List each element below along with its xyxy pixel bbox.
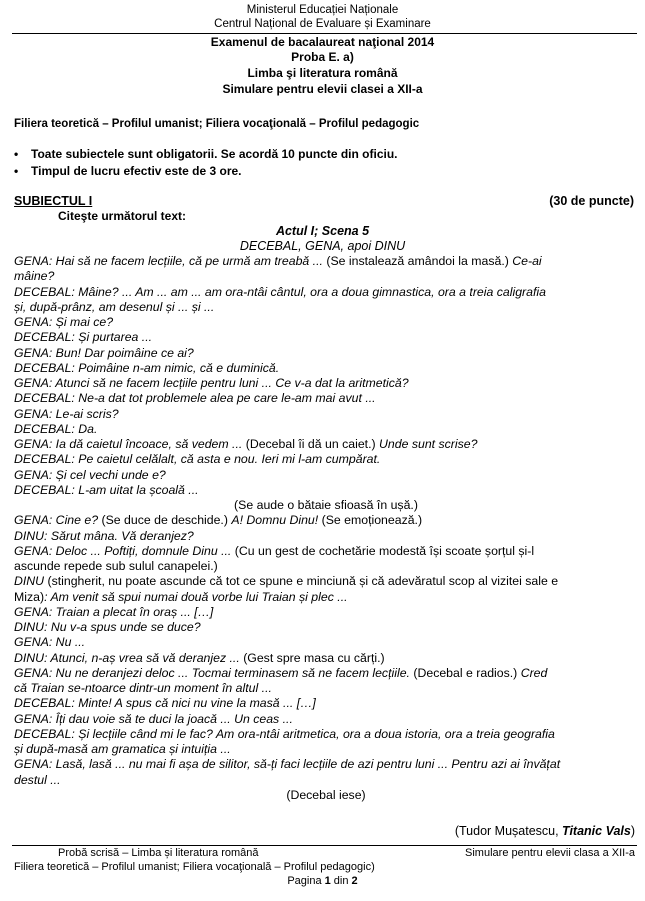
exam-simulation: Simulare pentru elevii clasei a XII-a xyxy=(222,82,423,96)
dialog-line xyxy=(14,559,638,574)
dialog-line xyxy=(14,437,638,452)
bullet-icon: • xyxy=(14,147,19,161)
dialog-speech: GENA: Le-ai scris? xyxy=(14,406,119,421)
dialog-speech: DECEBAL: Mâine? ... Am ... am ... am ora-ntâi cântul, ora a doua gimnastica, ora a treia caligrafia xyxy=(14,284,546,299)
dialog-speech: GENA: Cine e? xyxy=(14,513,102,528)
subject-heading xyxy=(14,194,634,208)
dialog-speech: destul ... xyxy=(14,772,61,787)
dialog-speech: GENA: Bun! Dar poimâine ce ai? xyxy=(14,345,194,360)
dialog-speech: că Traian se-ntoarce dintr-un moment în altul ... xyxy=(14,681,272,695)
dialog-line xyxy=(14,712,638,727)
dialog-speech: GENA: Și cel vechi unde e? xyxy=(14,467,166,482)
work-title: Titanic Vals xyxy=(562,824,631,838)
subject-points: (30 de puncte) xyxy=(549,194,634,208)
dialog-speech: DINU: Nu v-a spus unde se duce? xyxy=(14,620,201,634)
dialog-speech: : Am venit să spui numai două vorbe lui Traian și plec ... xyxy=(44,589,348,604)
dialog-line xyxy=(14,590,638,605)
footer-proba: Probă scrisă – Limba și literatura română xyxy=(58,847,259,859)
dialog-speech: GENA: Lasă, lasă ... nu mai fi așa de silitor, să-ți faci lecțiile de azi pentru luni ... Pentru azi ai învățat xyxy=(14,757,561,772)
subject-name: SUBIECTUL I xyxy=(14,194,93,208)
dialog-line xyxy=(14,422,638,437)
stage-direction: (Decebal e radios.) xyxy=(413,665,521,680)
dialog-line xyxy=(14,285,638,300)
dialog-line xyxy=(14,605,638,620)
dialog-line xyxy=(14,468,638,483)
dialog-line xyxy=(14,376,638,391)
footer-filiera: Filiera teoretică – Profilul umanist; Filiera vocaţională – Profilul pedagogic) xyxy=(14,861,375,873)
scene-characters: DECEBAL, GENA, apoi DINU xyxy=(239,239,406,253)
dialog-speech: DECEBAL: Și lecțiile când mi le fac? Am ora-ntâi aritmetica, ora a doua istoria, ora a treia geografia xyxy=(14,726,555,741)
stage-direction: (Cu un gest de cochetărie modestă își scoate șorțul și-l xyxy=(234,543,535,558)
dialog-speech: mâine? xyxy=(14,269,55,284)
dialog-line xyxy=(14,635,638,650)
scene-title: Actul I; Scena 5 xyxy=(275,224,370,238)
dialog-line xyxy=(14,529,638,544)
dialog-speech: DINU: Atunci, n-aș vrea să vă deranjez ... xyxy=(14,650,244,665)
dialog-speech: DECEBAL: Pe caietul celălalt, că asta e nou. Ieri mi l-am cumpărat. xyxy=(14,452,381,467)
dialog-speech: GENA: Îți dau voie să te duci la joacă ... Un ceas ... xyxy=(14,711,293,726)
stage-direction-line xyxy=(14,788,638,803)
instructions-list xyxy=(14,146,398,179)
dialog-line xyxy=(14,254,638,269)
dialog-line xyxy=(14,452,638,467)
dialog-speech: DINU: Sărut mâna. Vă deranjez? xyxy=(14,528,194,543)
stage-direction: (Se duce de deschide.) xyxy=(101,513,232,528)
dialog-speech: GENA: Atunci să ne facem lecțiile pentru luni ... Ce v-a dat la aritmetică? xyxy=(14,376,409,390)
stage-direction-line xyxy=(14,498,638,513)
center-name: Centrul Național de Evaluare și Examinare xyxy=(214,18,431,30)
dialog-speech: DECEBAL: L-am uitat la școală ... xyxy=(14,482,199,497)
read-instruction: Citeşte următorul text: xyxy=(58,209,187,223)
dialog-speech: Ce-ai xyxy=(512,254,542,268)
dialog-speech: DECEBAL: Ne-a dat tot problemele alea pe care le-am mai avut ... xyxy=(14,391,376,406)
dialog-line xyxy=(14,742,638,757)
stage-direction: (Se emoționează.) xyxy=(321,513,423,528)
dialog-speech: GENA: Traian a plecat în oraș ... […] xyxy=(14,604,214,619)
dialog-speech: DINU xyxy=(14,574,48,589)
stage-direction: (Se instalează amândoi la masă.) xyxy=(326,254,513,268)
footer-rule xyxy=(12,845,637,846)
dialog-text xyxy=(14,254,638,803)
dialog-speech: GENA: Ia dă caietul încoace, să vedem ... xyxy=(14,437,246,451)
dialog-line xyxy=(14,666,638,681)
exam-proba: Proba E. a) xyxy=(291,50,354,64)
dialog-line xyxy=(14,773,638,788)
dialog-line xyxy=(14,727,638,742)
dialog-line xyxy=(14,315,638,330)
dialog-line xyxy=(14,757,638,772)
stage-direction: (Decebal îi dă un caiet.) xyxy=(245,437,380,451)
dialog-speech: A! Domnu Dinu! xyxy=(231,513,322,528)
dialog-speech: DECEBAL: Poimâine n-am nimic, că e duminică. xyxy=(14,360,280,375)
dialog-line xyxy=(14,513,638,528)
dialog-speech: DECEBAL: Da. xyxy=(14,421,98,436)
dialog-line xyxy=(14,300,638,315)
exam-subject: Limba şi literatura română xyxy=(247,66,398,80)
dialog-line xyxy=(14,483,638,498)
dialog-line xyxy=(14,361,638,376)
stage-direction: (Decebal iese) xyxy=(286,787,366,802)
bullet-icon: • xyxy=(14,163,19,178)
dialog-speech: Cred xyxy=(520,665,548,680)
dialog-line xyxy=(14,391,638,406)
stage-direction: (stingherit, nu poate ascunde că tot ce spune e minciună și că adevăratul scop al vizitei sale e xyxy=(47,574,559,589)
dialog-speech: DECEBAL: Și purtarea ... xyxy=(14,330,153,345)
dialog-line xyxy=(14,620,638,635)
dialog-line xyxy=(14,330,638,345)
dialog-line xyxy=(14,696,638,711)
stage-direction: ascunde repede sub sulul canapelei.) xyxy=(14,559,218,573)
dialog-speech: și după-masă am gramatica și intuiția ... xyxy=(14,742,231,756)
dialog-line xyxy=(14,574,638,589)
ministry-name: Ministerul Educației Naționale xyxy=(246,4,399,16)
page-number: Pagina 1 din 2 xyxy=(287,875,358,887)
dialog-speech: și, după-prânz, am desenul și ... și ... xyxy=(14,299,215,314)
dialog-speech: DECEBAL: Minte! A spus că nici nu vine la masă ... […] xyxy=(14,696,316,711)
dialog-speech: Unde sunt scrise? xyxy=(379,437,478,451)
dialog-speech: GENA: Deloc ... Poftiți, domnule Dinu ... xyxy=(14,543,235,558)
dialog-speech: GENA: Hai să ne facem lecțiile, că pe urmă am treabă ... xyxy=(14,254,327,268)
filiera-line: Filiera teoretică – Profilul umanist; Filiera vocaţională – Profilul pedagogic xyxy=(14,118,420,130)
text-source: (Tudor Mușatescu, Titanic Vals) xyxy=(454,824,635,838)
instruction-item: • Timpul de lucru efectiv este de 3 ore. xyxy=(14,163,242,178)
dialog-speech: GENA: Nu ... xyxy=(14,635,86,650)
dialog-line xyxy=(14,681,638,696)
instruction-item: • Toate subiectele sunt obligatorii. Se acordă 10 puncte din oficiu. xyxy=(14,147,398,161)
dialog-line xyxy=(14,346,638,361)
footer-simulation: Simulare pentru elevii clasa a XII-a xyxy=(465,847,635,859)
stage-direction: Miza) xyxy=(14,589,45,604)
dialog-line xyxy=(14,544,638,559)
header-rule xyxy=(12,33,637,34)
dialog-speech: GENA: Și mai ce? xyxy=(14,315,114,329)
dialog-speech: GENA: Nu ne deranjezi deloc ... Tocmai terminasem să ne facem lecțiile. xyxy=(14,665,414,680)
dialog-line xyxy=(14,269,638,284)
stage-direction: (Se aude o bătaie sfioasă în ușă.) xyxy=(234,498,418,512)
stage-direction: (Gest spre masa cu cărți.) xyxy=(243,650,385,665)
exam-title: Examenul de bacalaureat naţional 2014 xyxy=(210,35,435,49)
dialog-line xyxy=(14,407,638,422)
dialog-line xyxy=(14,651,638,666)
